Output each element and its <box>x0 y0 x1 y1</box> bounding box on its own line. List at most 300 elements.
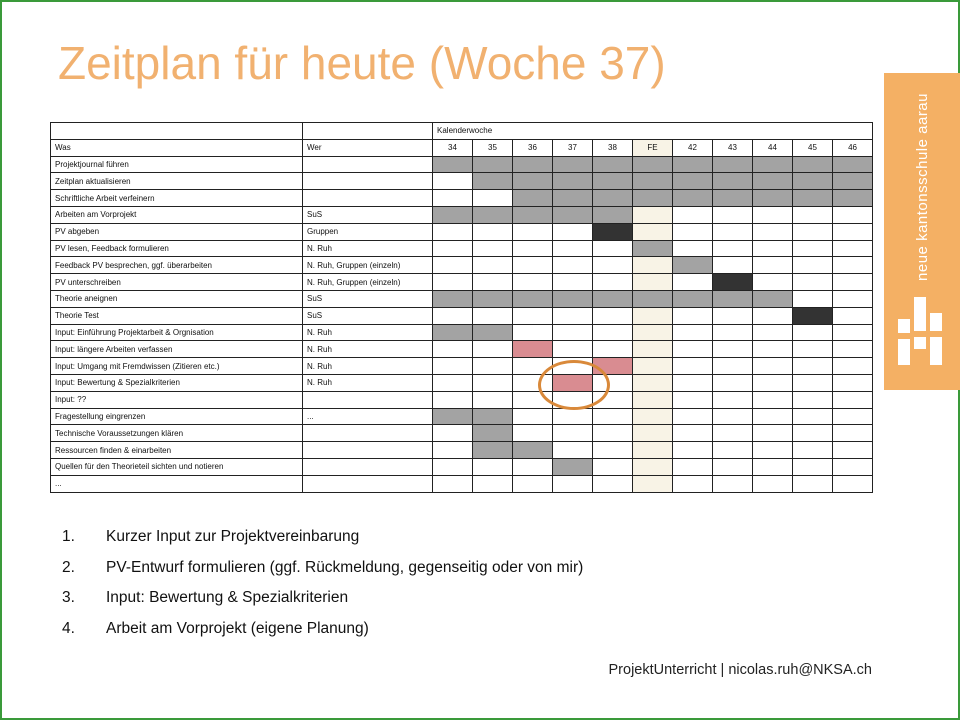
week-cell <box>553 442 593 459</box>
task-name: Input: Umgang mit Fremdwissen (Zitieren etc.) <box>51 358 303 375</box>
task-owner <box>303 475 433 492</box>
week-cell <box>633 206 673 223</box>
week-cell <box>593 341 633 358</box>
week-cell <box>553 173 593 190</box>
week-cell <box>553 206 593 223</box>
week-cell <box>793 206 833 223</box>
week-cell <box>513 475 553 492</box>
table-row <box>51 206 873 223</box>
week-cell <box>753 257 793 274</box>
week-cell <box>713 408 753 425</box>
header-week: 46 <box>833 139 873 156</box>
week-cell <box>513 458 553 475</box>
week-cell <box>713 290 753 307</box>
week-cell <box>673 274 713 291</box>
header-week: 42 <box>673 139 713 156</box>
week-cell <box>593 290 633 307</box>
week-cell <box>713 442 753 459</box>
week-cell <box>833 391 873 408</box>
week-cell <box>593 173 633 190</box>
week-cell <box>673 391 713 408</box>
table-row <box>51 190 873 207</box>
week-cell <box>833 374 873 391</box>
week-cell <box>433 290 473 307</box>
week-cell <box>433 341 473 358</box>
task-name: Input: Einführung Projektarbeit & Orgnisation <box>51 324 303 341</box>
list-item <box>62 557 583 588</box>
week-cell <box>553 190 593 207</box>
week-cell <box>793 442 833 459</box>
task-name: Projektjournal führen <box>51 156 303 173</box>
school-logo-icon <box>898 297 946 367</box>
week-cell <box>433 458 473 475</box>
task-owner: N. Ruh <box>303 358 433 375</box>
week-cell <box>673 190 713 207</box>
week-cell <box>593 442 633 459</box>
list-item-text: PV-Entwurf formulieren (ggf. Rückmeldung, gegenseitig oder von mir) <box>106 558 584 576</box>
header-week: 44 <box>753 139 793 156</box>
week-cell <box>513 408 553 425</box>
table-header-row <box>51 123 873 140</box>
week-cell <box>673 324 713 341</box>
week-cell <box>593 240 633 257</box>
week-cell <box>753 391 793 408</box>
week-cell <box>633 257 673 274</box>
week-cell <box>753 206 793 223</box>
table-row <box>51 223 873 240</box>
week-cell <box>513 442 553 459</box>
table-row <box>51 307 873 324</box>
week-cell <box>713 274 753 291</box>
week-cell <box>713 190 753 207</box>
week-cell <box>513 257 553 274</box>
week-cell <box>793 374 833 391</box>
week-cell <box>633 391 673 408</box>
task-name: Zeitplan aktualisieren <box>51 173 303 190</box>
task-owner: N. Ruh <box>303 240 433 257</box>
week-cell <box>633 240 673 257</box>
week-cell <box>513 341 553 358</box>
week-cell <box>713 173 753 190</box>
task-name: Theorie Test <box>51 307 303 324</box>
week-cell <box>793 257 833 274</box>
week-cell <box>793 475 833 492</box>
week-cell <box>473 408 513 425</box>
table-header-row <box>51 139 873 156</box>
week-cell <box>673 173 713 190</box>
week-cell <box>673 257 713 274</box>
week-cell <box>753 274 793 291</box>
week-cell <box>513 274 553 291</box>
week-cell <box>473 307 513 324</box>
week-cell <box>473 274 513 291</box>
week-cell <box>473 240 513 257</box>
week-cell <box>793 324 833 341</box>
week-cell <box>793 274 833 291</box>
task-owner <box>303 173 433 190</box>
week-cell <box>713 341 753 358</box>
week-cell <box>433 173 473 190</box>
week-cell <box>633 324 673 341</box>
header-week: 35 <box>473 139 513 156</box>
week-cell <box>433 358 473 375</box>
week-cell <box>473 374 513 391</box>
header-week: 34 <box>433 139 473 156</box>
week-cell <box>593 206 633 223</box>
week-cell <box>433 391 473 408</box>
week-cell <box>593 190 633 207</box>
week-cell <box>553 458 593 475</box>
week-cell <box>713 374 753 391</box>
week-cell <box>833 475 873 492</box>
week-cell <box>433 257 473 274</box>
task-owner: ... <box>303 408 433 425</box>
week-cell <box>433 223 473 240</box>
week-cell <box>513 206 553 223</box>
steps-list <box>62 526 583 648</box>
week-cell <box>473 358 513 375</box>
week-cell <box>793 408 833 425</box>
week-cell <box>713 257 753 274</box>
week-cell <box>833 190 873 207</box>
task-name: Technische Voraussetzungen klären <box>51 425 303 442</box>
week-cell <box>473 257 513 274</box>
header-kalenderwoche: Kalenderwoche <box>433 123 873 140</box>
table-row <box>51 458 873 475</box>
task-name: Arbeiten am Vorprojekt <box>51 206 303 223</box>
table-row <box>51 290 873 307</box>
week-cell <box>673 341 713 358</box>
week-cell <box>553 324 593 341</box>
week-cell <box>553 425 593 442</box>
week-cell <box>433 425 473 442</box>
task-owner <box>303 156 433 173</box>
week-cell <box>793 391 833 408</box>
week-cell <box>753 442 793 459</box>
week-cell <box>553 156 593 173</box>
week-cell <box>593 156 633 173</box>
week-cell <box>713 458 753 475</box>
week-cell <box>433 206 473 223</box>
task-name: Input: Bewertung & Spezialkriterien <box>51 374 303 391</box>
week-cell <box>793 458 833 475</box>
week-cell <box>473 206 513 223</box>
week-cell <box>673 408 713 425</box>
week-cell <box>433 408 473 425</box>
week-cell <box>473 391 513 408</box>
week-cell <box>753 156 793 173</box>
week-cell <box>553 240 593 257</box>
week-cell <box>833 458 873 475</box>
week-cell <box>793 240 833 257</box>
week-cell <box>753 190 793 207</box>
week-cell <box>553 257 593 274</box>
week-cell <box>593 475 633 492</box>
week-cell <box>673 374 713 391</box>
header-week: 37 <box>553 139 593 156</box>
week-cell <box>513 425 553 442</box>
week-cell <box>553 341 593 358</box>
week-cell <box>833 173 873 190</box>
brand-bar <box>884 73 960 390</box>
task-name: Input: längere Arbeiten verfassen <box>51 341 303 358</box>
week-cell <box>593 324 633 341</box>
table-row <box>51 240 873 257</box>
table-row <box>51 257 873 274</box>
week-cell <box>713 206 753 223</box>
week-cell <box>513 223 553 240</box>
table-row <box>51 442 873 459</box>
week-cell <box>713 307 753 324</box>
week-cell <box>593 307 633 324</box>
header-week: 45 <box>793 139 833 156</box>
table-row <box>51 341 873 358</box>
header-week: FE <box>633 139 673 156</box>
week-cell <box>513 156 553 173</box>
week-cell <box>713 425 753 442</box>
week-cell <box>753 475 793 492</box>
list-item-number: 1. <box>62 528 75 545</box>
week-cell <box>633 458 673 475</box>
highlight-circle <box>538 360 610 410</box>
week-cell <box>753 458 793 475</box>
week-cell <box>833 257 873 274</box>
task-name: Ressourcen finden & einarbeiten <box>51 442 303 459</box>
week-cell <box>673 240 713 257</box>
list-item <box>62 618 583 649</box>
task-name: Fragestellung eingrenzen <box>51 408 303 425</box>
week-cell <box>633 307 673 324</box>
week-cell <box>633 442 673 459</box>
week-cell <box>513 190 553 207</box>
week-cell <box>473 442 513 459</box>
week-cell <box>593 408 633 425</box>
week-cell <box>473 324 513 341</box>
week-cell <box>593 274 633 291</box>
week-cell <box>833 274 873 291</box>
footer-credit: ProjektUnterricht | nicolas.ruh@NKSA.ch <box>608 662 872 678</box>
table-row <box>51 425 873 442</box>
week-cell <box>673 223 713 240</box>
week-cell <box>473 190 513 207</box>
task-name: PV unterschreiben <box>51 274 303 291</box>
task-name: Quellen für den Theorieteil sichten und notieren <box>51 458 303 475</box>
task-name: Theorie aneignen <box>51 290 303 307</box>
task-owner: SuS <box>303 206 433 223</box>
week-cell <box>713 240 753 257</box>
header-blank <box>51 123 303 140</box>
week-cell <box>633 425 673 442</box>
week-cell <box>833 358 873 375</box>
week-cell <box>833 341 873 358</box>
header-blank <box>303 123 433 140</box>
task-owner <box>303 458 433 475</box>
table-row <box>51 358 873 375</box>
week-cell <box>713 156 753 173</box>
week-cell <box>633 290 673 307</box>
week-cell <box>473 173 513 190</box>
week-cell <box>593 425 633 442</box>
week-cell <box>553 223 593 240</box>
week-cell <box>833 408 873 425</box>
header-week: 36 <box>513 139 553 156</box>
task-owner: N. Ruh <box>303 374 433 391</box>
week-cell <box>433 307 473 324</box>
task-owner: N. Ruh <box>303 324 433 341</box>
table-row <box>51 391 873 408</box>
task-name: ... <box>51 475 303 492</box>
week-cell <box>833 442 873 459</box>
week-cell <box>713 475 753 492</box>
week-cell <box>433 442 473 459</box>
week-cell <box>673 206 713 223</box>
table-row <box>51 374 873 391</box>
week-cell <box>513 240 553 257</box>
week-cell <box>593 257 633 274</box>
slide-title: Zeitplan für heute (Woche 37) <box>58 37 666 89</box>
week-cell <box>713 358 753 375</box>
table-row <box>51 408 873 425</box>
week-cell <box>753 425 793 442</box>
task-owner <box>303 425 433 442</box>
task-name: Schriftliche Arbeit verfeinern <box>51 190 303 207</box>
week-cell <box>513 307 553 324</box>
week-cell <box>553 408 593 425</box>
week-cell <box>673 425 713 442</box>
week-cell <box>433 324 473 341</box>
week-cell <box>713 391 753 408</box>
week-cell <box>753 341 793 358</box>
list-item-text: Arbeit am Vorprojekt (eigene Planung) <box>106 619 369 637</box>
task-owner: N. Ruh <box>303 341 433 358</box>
task-owner: N. Ruh, Gruppen (einzeln) <box>303 274 433 291</box>
week-cell <box>633 408 673 425</box>
task-owner: Gruppen <box>303 223 433 240</box>
week-cell <box>673 290 713 307</box>
week-cell <box>473 458 513 475</box>
header-was: Was <box>51 139 303 156</box>
week-cell <box>633 341 673 358</box>
week-cell <box>433 274 473 291</box>
week-cell <box>633 156 673 173</box>
week-cell <box>633 374 673 391</box>
week-cell <box>753 290 793 307</box>
week-cell <box>833 425 873 442</box>
task-name: PV lesen, Feedback formulieren <box>51 240 303 257</box>
week-cell <box>833 290 873 307</box>
week-cell <box>433 374 473 391</box>
week-cell <box>473 425 513 442</box>
week-cell <box>553 307 593 324</box>
week-cell <box>833 240 873 257</box>
week-cell <box>753 408 793 425</box>
week-cell <box>673 458 713 475</box>
task-owner <box>303 190 433 207</box>
week-cell <box>433 240 473 257</box>
week-cell <box>793 307 833 324</box>
week-cell <box>753 358 793 375</box>
week-cell <box>433 156 473 173</box>
week-cell <box>673 475 713 492</box>
week-cell <box>753 374 793 391</box>
week-cell <box>793 425 833 442</box>
week-cell <box>833 156 873 173</box>
week-cell <box>553 274 593 291</box>
table-row <box>51 475 873 492</box>
week-cell <box>793 341 833 358</box>
week-cell <box>673 358 713 375</box>
task-owner <box>303 442 433 459</box>
week-cell <box>473 290 513 307</box>
brand-name: neue kantonsschule aarau <box>914 93 931 281</box>
list-item <box>62 526 583 557</box>
week-cell <box>433 475 473 492</box>
week-cell <box>793 156 833 173</box>
week-cell <box>713 324 753 341</box>
week-cell <box>673 307 713 324</box>
week-cell <box>513 173 553 190</box>
task-owner: SuS <box>303 290 433 307</box>
week-cell <box>753 240 793 257</box>
week-cell <box>713 223 753 240</box>
week-cell <box>553 290 593 307</box>
task-owner: SuS <box>303 307 433 324</box>
week-cell <box>673 156 713 173</box>
week-cell <box>473 156 513 173</box>
week-cell <box>793 173 833 190</box>
week-cell <box>633 358 673 375</box>
week-cell <box>753 173 793 190</box>
table-row <box>51 156 873 173</box>
table-row <box>51 324 873 341</box>
week-cell <box>833 307 873 324</box>
week-cell <box>633 274 673 291</box>
list-item-text: Input: Bewertung & Spezialkriterien <box>106 589 349 606</box>
list-item-number: 3. <box>62 589 75 606</box>
list-item <box>62 587 583 618</box>
week-cell <box>433 190 473 207</box>
week-cell <box>593 223 633 240</box>
week-cell <box>633 190 673 207</box>
week-cell <box>553 475 593 492</box>
week-cell <box>793 290 833 307</box>
list-item-number: 4. <box>62 619 75 637</box>
task-name: Input: ?? <box>51 391 303 408</box>
week-cell <box>473 223 513 240</box>
week-cell <box>593 458 633 475</box>
week-cell <box>833 223 873 240</box>
header-week: 43 <box>713 139 753 156</box>
week-cell <box>753 324 793 341</box>
week-cell <box>793 223 833 240</box>
week-cell <box>793 358 833 375</box>
week-cell <box>633 475 673 492</box>
header-wer: Wer <box>303 139 433 156</box>
week-cell <box>633 223 673 240</box>
header-week: 38 <box>593 139 633 156</box>
week-cell <box>473 475 513 492</box>
table-row <box>51 274 873 291</box>
schedule-table <box>50 122 873 493</box>
task-name: Feedback PV besprechen, ggf. überarbeiten <box>51 257 303 274</box>
list-item-number: 2. <box>62 558 75 576</box>
week-cell <box>793 190 833 207</box>
task-name: PV abgeben <box>51 223 303 240</box>
list-item-text: Kurzer Input zur Projektvereinbarung <box>106 528 360 545</box>
task-owner <box>303 391 433 408</box>
week-cell <box>833 324 873 341</box>
week-cell <box>513 324 553 341</box>
